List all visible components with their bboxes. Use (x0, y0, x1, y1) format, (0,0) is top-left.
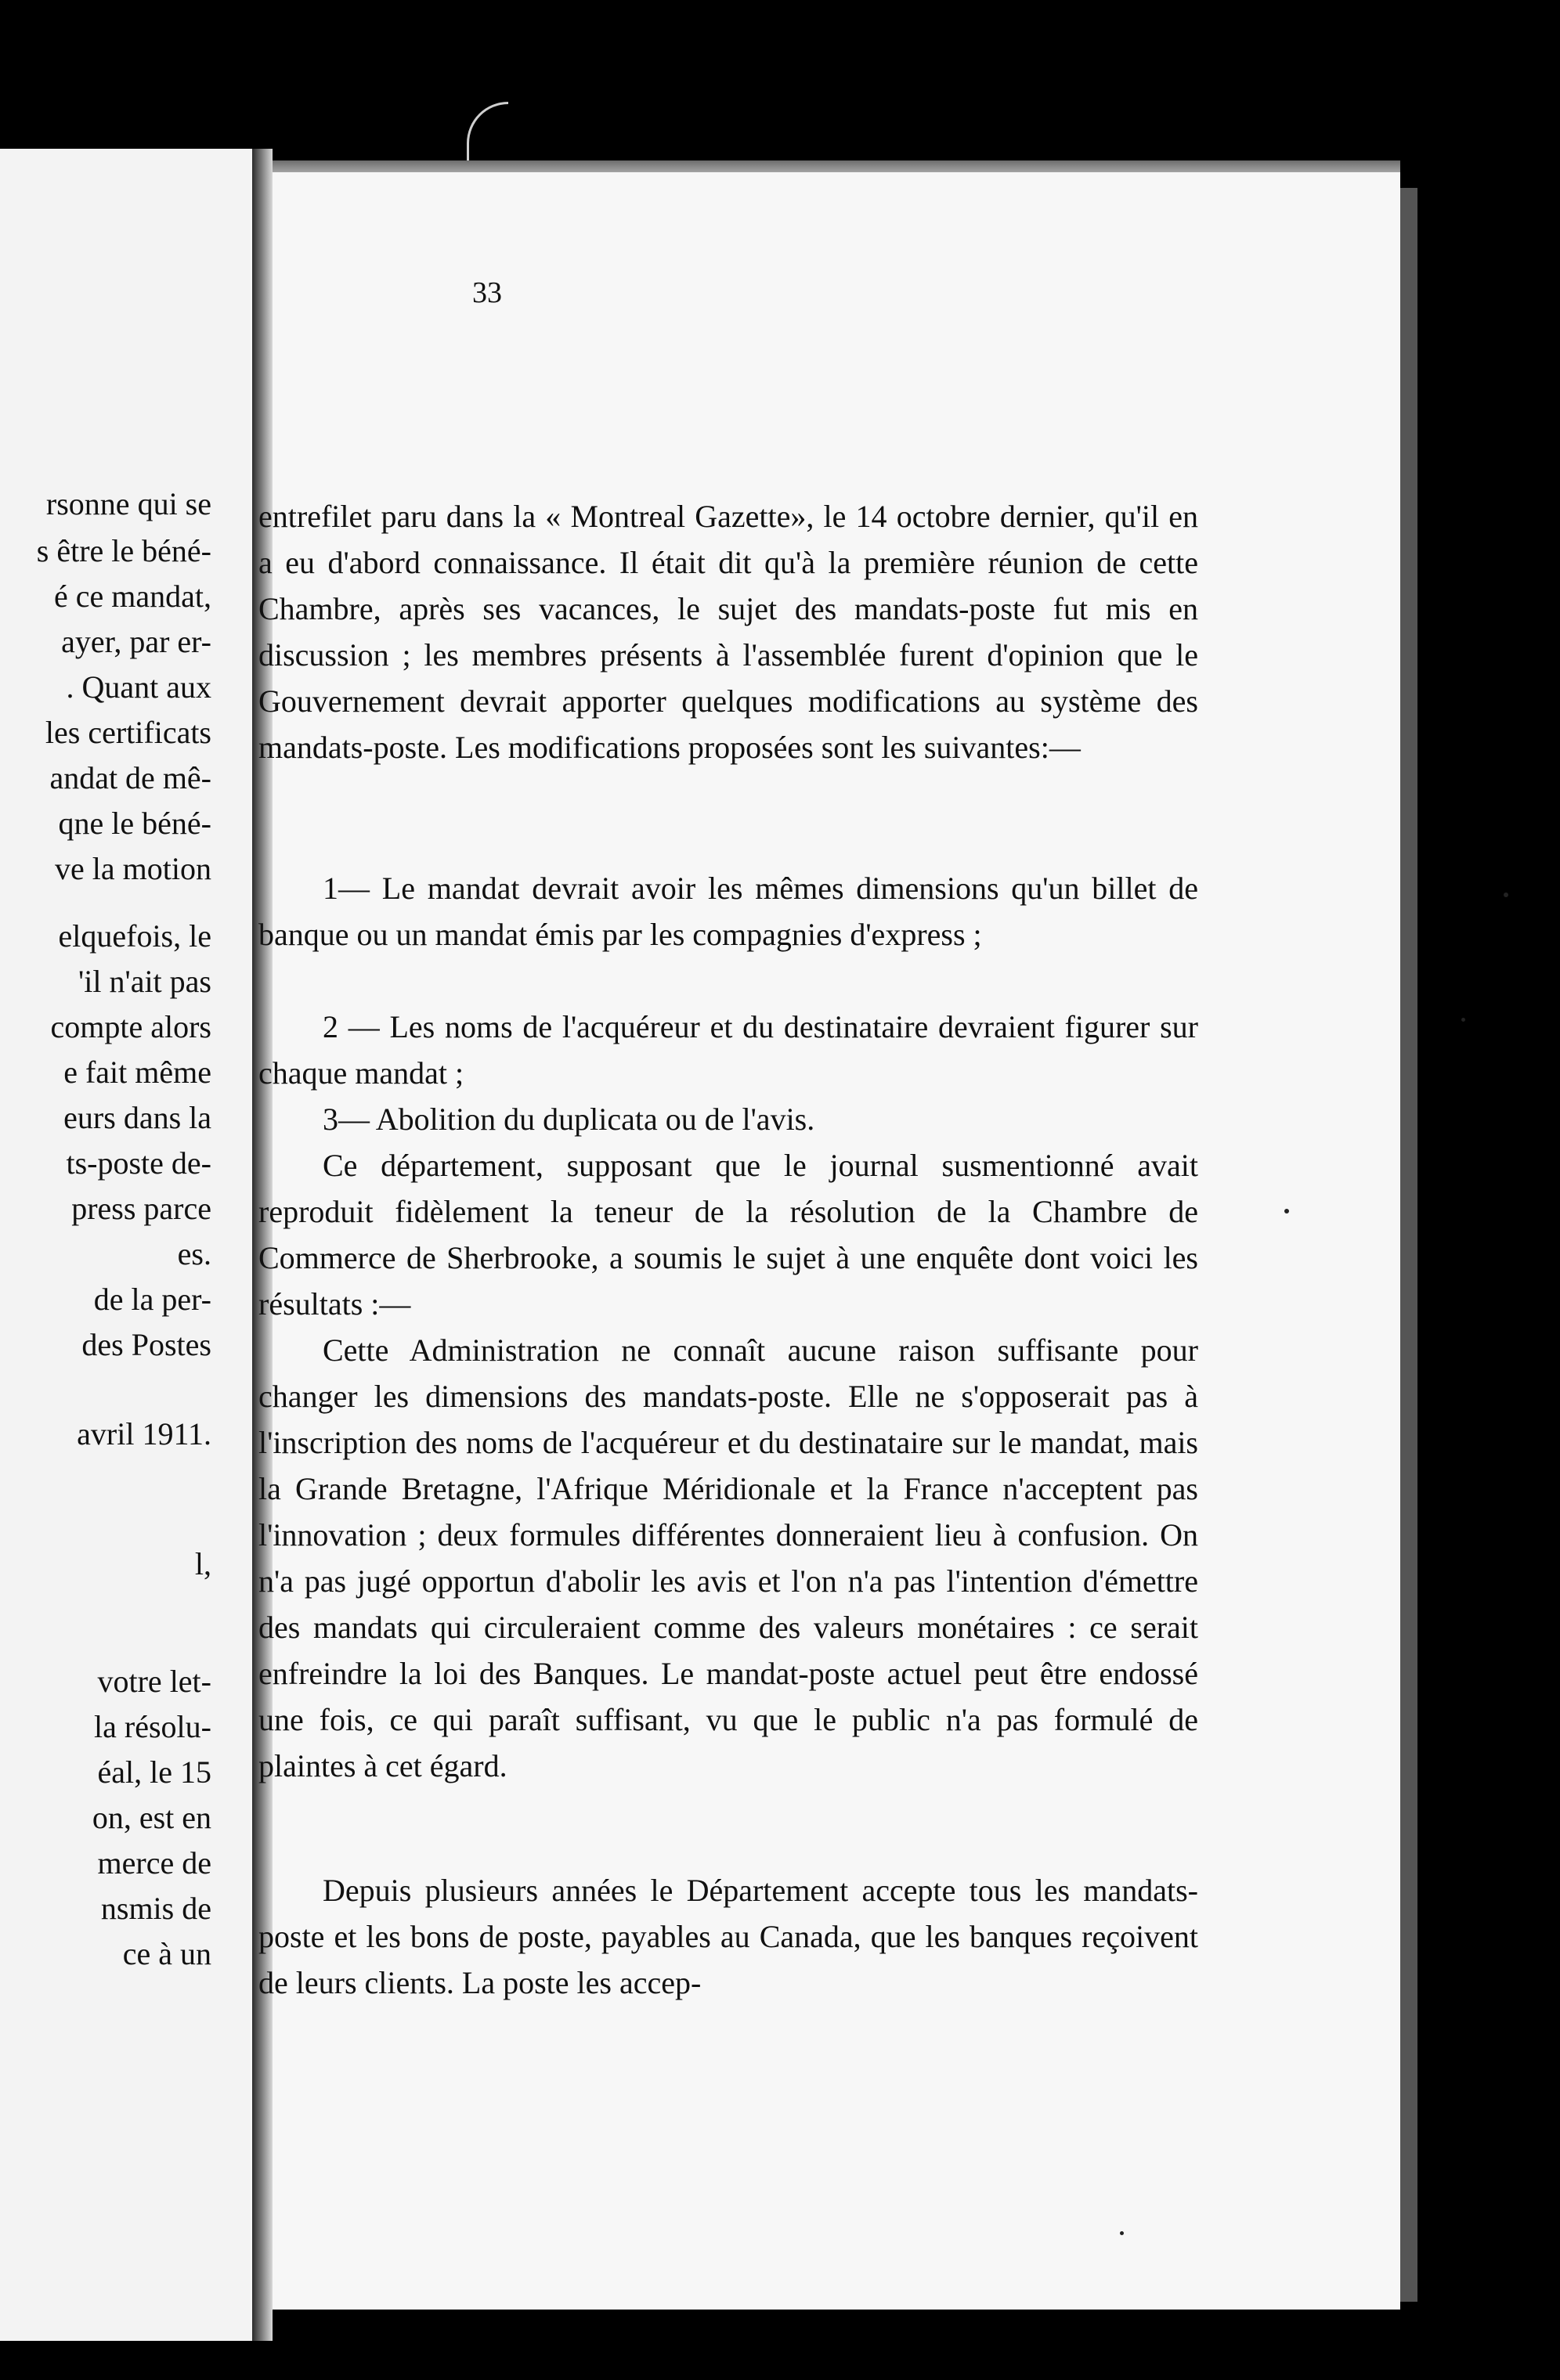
left-fragment: ve la motion (55, 851, 211, 886)
page-right-edge (1400, 188, 1417, 2302)
left-fragment: éal, le 15 (97, 1754, 211, 1790)
left-fragment: merce de (97, 1845, 211, 1881)
page-number: 33 (472, 276, 502, 309)
left-fragment: nsmis de (100, 1891, 211, 1926)
left-fragment: ce à un (122, 1936, 211, 1971)
left-fragment: l, (194, 1546, 211, 1581)
left-fragment: . Quant aux (66, 669, 211, 705)
body-paragraph: Depuis plusieurs années le Département accepte tous les mandats-poste et les bons de poste, payables au Canada, que les banques reçoivent de leurs clients. La poste les accep- (258, 1873, 1198, 2000)
left-fragment: ayer, par er- (61, 624, 211, 659)
dust-speck (1284, 1209, 1289, 1213)
left-fragment: avril 1911. (77, 1416, 211, 1451)
left-fragment: andat de mê- (49, 760, 211, 795)
left-fragment: on, est en (92, 1800, 211, 1835)
body-paragraph: 1— Le mandat devrait avoir les mêmes dimensions qu'un billet de banque ou un mandat émis par les compagnies d'express ; (258, 871, 1198, 952)
left-fragment: e fait même (63, 1055, 211, 1090)
left-fragment: de la per- (93, 1282, 211, 1317)
left-fragment: eurs dans la (63, 1100, 211, 1135)
left-fragment: press parce (71, 1191, 211, 1226)
dust-speck (1461, 1018, 1465, 1022)
left-fragment: compte alors (50, 1009, 211, 1044)
left-fragment: les certificats (45, 715, 211, 750)
body-paragraph: 3— Abolition du duplicata ou de l'avis. (323, 1102, 815, 1137)
left-fragment: rsonne qui se (45, 486, 211, 521)
body-paragraph: Cette Administration ne connaît aucune raison suffisante pour changer les dimensions des mandats-poste. Elle ne s'opposerait pas à l'inscription des noms de l'acquéreur et du destinataire sur le mandat, mais la Grande Bretagne, l'Afrique Méridionale et la France n'acceptent pas l'innovation ; deux formules différentes donneraient lieu à confusion. On n'a pas jugé opportun d'abolir les avis et l'on n'a pas l'intention d'émettre des mandats qui circuleraient comme des valeurs monétaires : ce serait enfreindre la loi des Banques. Le mandat-poste actuel peut être endossé une fois, ce qui paraît suffisant, vu que le public n'a pas formulé de plaintes à cet égard. (258, 1332, 1198, 1783)
dust-speck (1120, 2231, 1124, 2235)
left-fragment: elquefois, le (58, 918, 211, 954)
body-paragraph: 2 — Les noms de l'acquéreur et du destinataire devraient figurer sur chaque mandat ; (258, 1009, 1198, 1091)
left-fragment: ts-poste de- (66, 1145, 211, 1181)
left-fragment: la résolu- (94, 1709, 211, 1744)
body-paragraph: entrefilet paru dans la « Montreal Gazette», le 14 octobre dernier, qu'il en a eu d'abord connaissance. Il était dit qu'à la première réunion de cette Chambre, après ses vacances, le sujet des mandats-poste fut mis en discussion ; les membres présents à l'assemblée furent d'opinion que le Gouvernement devrait apporter quelques modifications au système des mandats-poste. Les modifications proposées sont les suivantes:— (258, 499, 1198, 765)
body-paragraph: Ce département, supposant que le journal susmentionné avait reproduit fidèlement la teneur de la résolution de la Chambre de Commerce de Sherbrooke, a soumis le sujet à une enquête dont voici les résultats :— (258, 1148, 1198, 1322)
left-fragment: é ce mandat, (54, 579, 211, 614)
left-fragment: qne le béné- (58, 806, 211, 841)
left-fragment: 'il n'ait pas (78, 964, 211, 999)
left-fragment: des Postes (81, 1327, 211, 1362)
left-page (0, 149, 255, 2341)
dust-speck (1504, 892, 1508, 897)
left-fragment: es. (177, 1236, 211, 1271)
left-fragment: s être le béné- (36, 533, 211, 568)
left-fragment: votre let- (97, 1664, 211, 1699)
